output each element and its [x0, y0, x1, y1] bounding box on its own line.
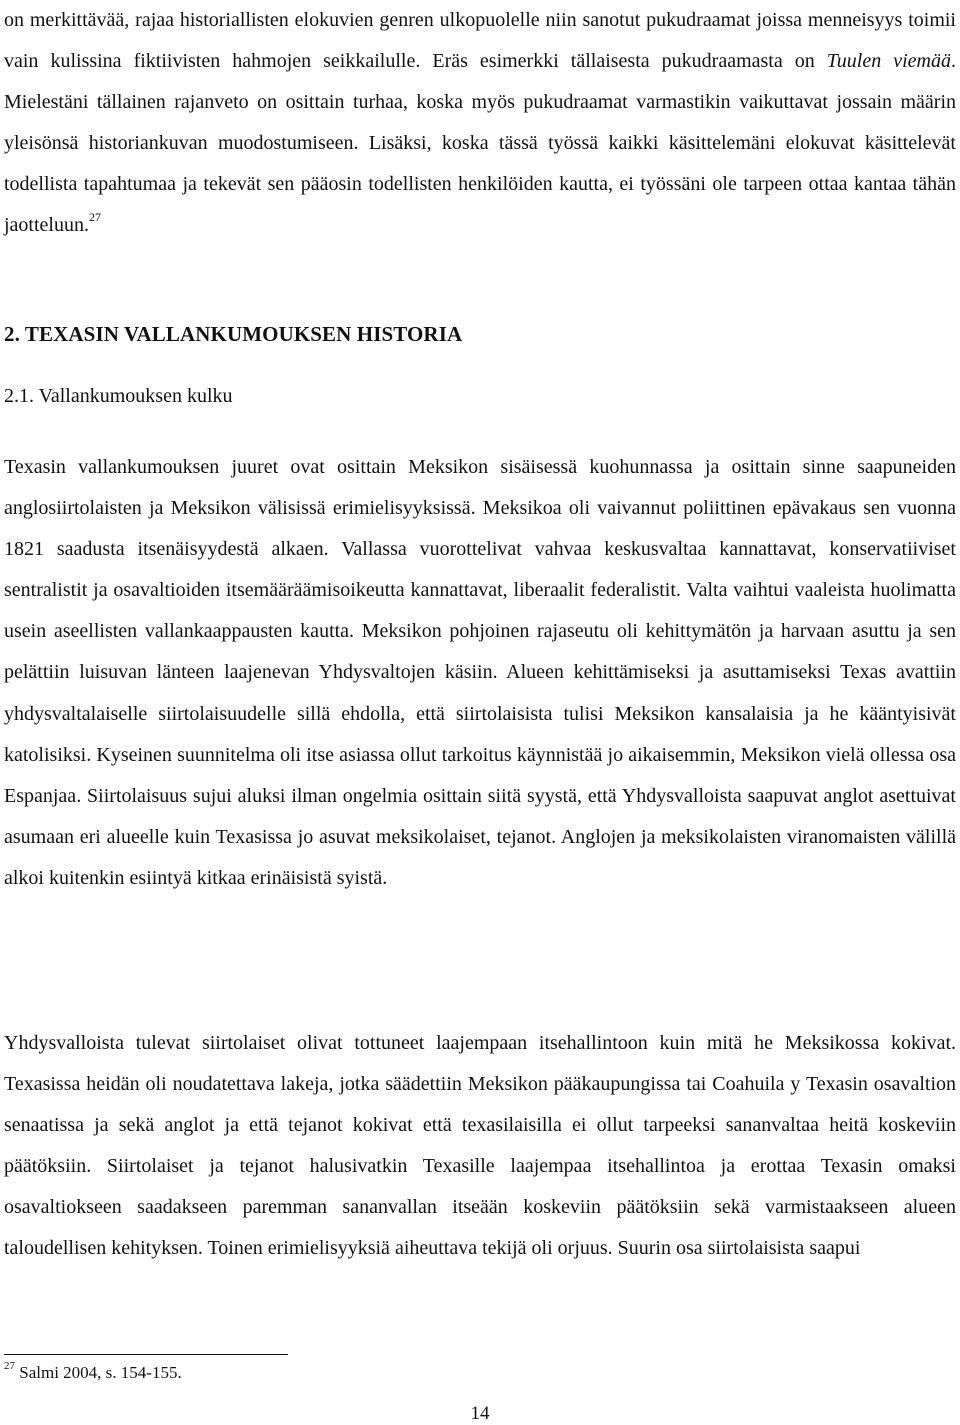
subsection-heading: 2.1. Vallankumouksen kulku: [4, 385, 233, 407]
paragraph-intro-text-b: . Mielestäni tällainen rajanveto on osittain turhaa, koska myös pukudraamat varmastikin vaikuttavat jossain määrin yleisönsä historiankuvan muodostumiseen. Lisäksi, koska tässä työssä kaikki käsittelemäni elokuvat käsittelevät todellista tapahtumaa ja tekevät sen pääosin todellisten henkilöiden kautta, ei työssäni ole tarpeen ottaa kantaa tähän jaotteluun.: [4, 50, 956, 237]
paragraph-intro-text-a: on merkittävää, rajaa historiallisten elokuvien genren ulkopuolelle niin sanotut pukudraamat joissa menneisyys toimii vain kulissina fiktiivisten hahmojen seikkailulle. Eräs esimerkki tällaisesta pukudraamasta on: [4, 9, 956, 73]
footnote-text: Salmi 2004, s. 154-155.: [15, 1363, 182, 1382]
section-heading: 2. TEXASIN VALLANKUMOUKSEN HISTORIA: [4, 322, 463, 346]
paragraph-body-2: Yhdysvalloista tulevat siirtolaiset olivat tottuneet laajempaan itsehallintoon kuin mitä he Meksikossa kokivat. Texasissa heidän oli noudatettava lakeja, jotka säädettiin Meksikon pääkaupungissa tai Coahuila y Texasin osavaltion senaatissa ja sekä anglot ja että tejanot kokivat että texasilaisilla ei ollut tarpeeksi sananvaltaa heitä koskeviin päätöksiin. Siirtolaiset ja tejanot halusivatkin Texasille laajempaa itsehallintoa ja erottaa Texasin omaksi osavaltiokseen saadakseen paremman sananvallan itseään koskeviin päätöksiin sekä varmistaakseen alueen taloudellisen kehityksen. Toinen erimielisyyksiä aiheuttava tekijä oli orjuus. Suurin osa siirtolaisista saapui: [4, 1032, 956, 1260]
footnote: [4, 1362, 182, 1384]
footnote-divider: [4, 1354, 288, 1355]
paragraph-intro: [4, 0, 956, 247]
page-number: 14: [470, 1403, 490, 1424]
footnote-reference[interactable]: 27: [88, 209, 101, 224]
footnote-number: 27: [4, 1360, 15, 1373]
paragraph-body-1: Texasin vallankumouksen juuret ovat osittain Meksikon sisäisessä kuohunnassa ja osittain sinne saapuneiden anglosiirtolaisten ja Meksikon välisissä erimielisyyksissä. Meksikoa oli vaivannut poliittinen epävakaus sen vuonna 1821 saadusta itsenäisyydestä alkaen. Vallassa vuorottelivat vahvaa keskusvaltaa kannattavat, konservatiiviset sentralistit ja osavaltioiden itsemääräämisoikeutta kannattavat, liberaalit federalistit. Valta vaihtui vaaleista huolimatta usein aseellisten vallankaappausten kautta. Meksikon pohjoinen rajaseutu oli kehittymätön ja harvaan asuttu ja sen pelättiin luisuvan länteen laajenevan Yhdysvaltojen käsiin. Alueen kehittämiseksi ja asuttamiseksi Texas avattiin yhdysvaltalaiselle siirtolaisuudelle sillä ehdolla, että siirtolaisista tulisi Meksikon kansalaisia ja he kääntyisivät katolisiksi. Kyseinen suunnitelma oli itse asiassa ollut tarkoitus käynnistää jo aikaisemmin, Meksikon vielä ollessa osa Espanjaa. Siirtolaisuus sujui aluksi ilman ongelmia osittain siitä syystä, että Yhdysvalloista saapuvat anglot asettuivat asumaan eri alueelle kuin Texasissa jo asuvat meksikolaiset, tejanot. Anglojen ja meksikolaisten viranomaisten välillä alkoi kuitenkin esiintyä kitkaa erinäisistä syistä.: [4, 456, 956, 889]
film-title: Tuulen viemää: [826, 50, 951, 73]
